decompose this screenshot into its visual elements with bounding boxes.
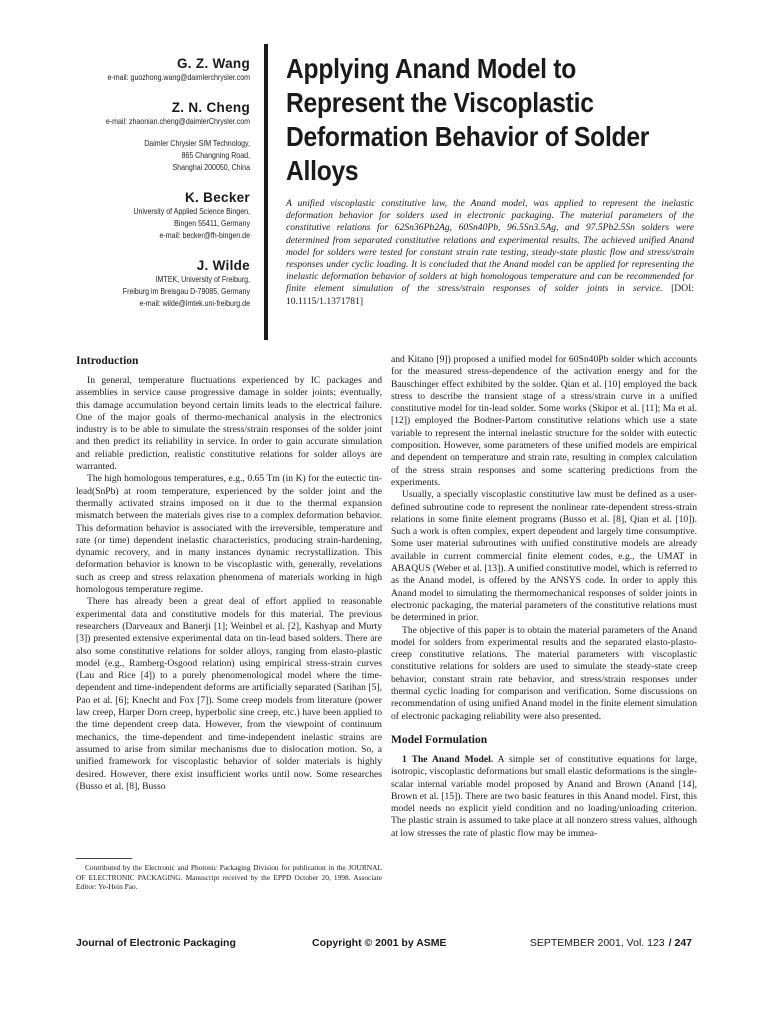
subsection-text: A simple set of constitutive equations for large, isotropic, viscoplastic deformations but small elastic deformations is the single-scalar internal variable model proposed by Anand and Brown (Anand [14], Brown et al. [15]). There are two basic features in this Anand model. First, this model needs no explicit yield condition and no loading/unloading criterion. The plastic strain is assumed to take place at all nonzero stress values, although at low stresses the rate of plastic flow may be immea- [391, 753, 697, 839]
author-email: e-mail: zhaonian.cheng@daimlerChrysler.com [105, 117, 250, 126]
title-line: Deformation Behavior of Solder [286, 121, 650, 152]
author-becker [60, 190, 250, 242]
author-email: e-mail: guozhong.wang@daimlerchrysler.com [107, 73, 250, 82]
doi: [DOI: 10.1115/1.1371781] [286, 283, 694, 307]
footnote [76, 858, 382, 892]
title-line: Represent the Viscoplastic [286, 87, 594, 118]
right-column [391, 354, 697, 840]
section-heading-model-formulation: Model Formulation [391, 733, 488, 746]
paragraph: Usually, a specially viscoplastic constitutive law must be defined as a user-defined subroutine code to represent the nonlinear rate-dependent stress-strain relations in some finite element programs (Busso et al. [8], Qian et al. [10]). Such a work is often complex, expert dependent and largely time consumptive. Some user material subroutines with unified constitutive models are already available in current commercial finite element codes, e.g., the UMAT in ABAQUS (Weber et al. [13]). A unified constitutive model, which is referred to as the Anand model, is offered by the ANSYS code. In order to apply this Anand model to simulating the thermomechanical responses of solder joints in electronic packaging, the material parameters of the constitutive relations must be determined in prior. [391, 489, 697, 624]
page-footer [76, 935, 692, 951]
author-affiliation: Shanghai 200050, China [172, 163, 250, 172]
paragraph: and Kitano [9]) proposed a unified model for 60Sn40Pb solder which accounts for the measured stress-dependence of the activation energy and for the Bauschinger effect exhibited by the solder. Qian et al. [10] employed the back stress to describe the transient stage of a stress/strain curve in a unified constitutive model for tin-lead solder. Some works (Skipor et al. [11]; Ma et al. [12]) employed the Bodner-Partom constitutive relations which use a state variable to represent the internal inelastic structure for the solder with eutectic composition. However, some parameters of these unified models are empirical and dependent on temperature and strain rate, resulting in complex calculation of the stress strain responses and some scattering predictions from the experiments. [391, 354, 697, 488]
author-email: e-mail: wilde@imtek.uni-freiburg.de [139, 299, 250, 308]
page-number: / 247 [668, 937, 692, 949]
author-column [60, 56, 250, 326]
author-cheng [60, 100, 250, 174]
title-line: Applying Anand Model to [286, 53, 577, 84]
author-name: G. Z. Wang [177, 56, 250, 71]
author-affiliation: 865 Changning Road, [181, 151, 250, 160]
footnote-text: Contributed by the Electronic and Photonic Packaging Division for publication in the JOURNAL OF ELECTRONIC PACKAGING. Manuscript received by the EPPD October 20, 1998. Associate Editor: Ye-Hein Pao. [76, 863, 382, 892]
title-line: Alloys [286, 155, 359, 186]
abstract-text: A unified viscoplastic constitutive law, the Anand model, was applied to represent the inelastic deformation behavior for solders used in electronic packaging. The material parameters of the constitutive relations for 62Sn36Pb2Ag, 60Sn40Pb, 96.5Sn3.5Ag, and 97.5Pb2.5Sn solders were determined from separated constitutive relations and experimental results. The achieved unified Anand model for solders were tested for constant strain rate testing, steady-state plastic flow and stress/strain responses under cyclic loading. It is concluded that the Anand model can be applied for representing the inelastic deformation behavior of solders at high homologous temperature and can be recommended for finite element simulation of the stress/strain responses of solder joints in service. [286, 198, 694, 295]
section-heading-introduction: Introduction [76, 355, 139, 367]
paragraph: The high homologous temperatures, e.g., 0.65 Tm (in K) for the eutectic tin-lead(SnPb) at room temperature, experienced by the solder joint and the thermally activated strains imposed on it due to the thermal expansion mismatch between the materials gives rise to a complex deformation behavior. This deformation behavior is associated with the irreversible, temperature and rate (or time) dependent inelastic characteristics, producing strain-hardening, dynamic recovery, and in many instances dynamic recrystallization. This deformation behavior is known to be viscoplastic with, generally, revelations such as creep and stress relaxation phenomena of materials working in high homologous temperature regime. [76, 473, 382, 596]
author-wang [60, 56, 250, 84]
paper-title [286, 52, 656, 188]
paragraph: In general, temperature fluctuations experienced by IC packages and assemblies in service cause progressive damage in solder joints; eventually, this damage accumulation beyond certain limits leads to the electrical failure. One of the major goals of thermo-mechanical analysis in the electronics industry is to be able to simulate the stress/strain responses of the solder joint and then predict its reliability in service. In order to gain accurate simulation and reliable prediction, realistic constitutive relations for solder alloys are warranted. [76, 375, 382, 473]
author-affiliation: Daimler Chrysler SIM Technology, [144, 139, 250, 148]
author-affiliation: Bingen 55411, Germany [174, 219, 250, 228]
paragraph: The objective of this paper is to obtain the material parameters of the Anand model for solders from experimental results and the separated elasto-plasto-creep constitutive relations. The material parameters with viscoplastic constitutive relations for solders are used to simulate the steady-state creep behavior, constant strain rate behavior, and stress/strain responses under thermal cyclic loading for comparison and verification. Some discussions on recommendation of using unified Anand model in the finite element simulation of electronic packaging reliability were also presented. [391, 624, 697, 722]
footnote-rule [76, 858, 132, 859]
author-affiliation: IMTEK, University of Freiburg, [155, 275, 250, 284]
left-column [76, 354, 382, 793]
author-name: K. Becker [185, 190, 250, 205]
author-wilde [60, 258, 250, 310]
author-name: Z. N. Cheng [171, 100, 250, 115]
subsection-label: 1 The Anand Model. [402, 753, 494, 765]
issue-info [530, 935, 692, 951]
author-affiliation: Freiburg im Breisgau D-79085, Germany [122, 287, 250, 296]
copyright: Copyright © 2001 by ASME [312, 937, 447, 949]
author-email: e-mail: becker@fh-bingen.de [159, 231, 250, 240]
title-divider-bar [264, 44, 268, 340]
paragraph [391, 754, 697, 840]
paragraph: There has already been a great deal of effort applied to reasonable experimental data and constitutive models for this material. The previous researchers (Darveaux and Banerji [1]; Weinbel et al. [2], Kashyap and Murty [3]) presented extensive experimental data on tin-lead based solders. There are also some constitutive relations for solder alloys, ranging from elasto-plastic model (e.g., Ramberg-Osgood relation) using empirical stress-strain curves (Lau and Rice [4]) to a purely phenomenological model where the time-dependent and time-independent deforms are artificially separated (Sarihan [5], Pao et al. [6]; Knecht and Fox [7]). Some creep models from literature (power law creep, Harper Dorn creep, hyperbolic sine creep, etc.) have been applied to the time dependent creep data. However, from the viewpoint of continuum mechanics, the time-dependent and time-independent inelastic strains are assumed to arise from similar mechanisms due to dislocation motion. So, a unified framework for viscoplastic behavior of solder materials is highly desired. However, there exist insufficient works until now. Some researches (Busso et al. [8], Busso [76, 596, 382, 792]
author-name: J. Wilde [196, 258, 250, 273]
abstract [286, 198, 694, 308]
author-affiliation: University of Applied Science Bingen, [133, 207, 250, 216]
journal-name: Journal of Electronic Packaging [76, 937, 236, 949]
issue-date-volume: SEPTEMBER 2001, Vol. 123 [529, 937, 665, 949]
